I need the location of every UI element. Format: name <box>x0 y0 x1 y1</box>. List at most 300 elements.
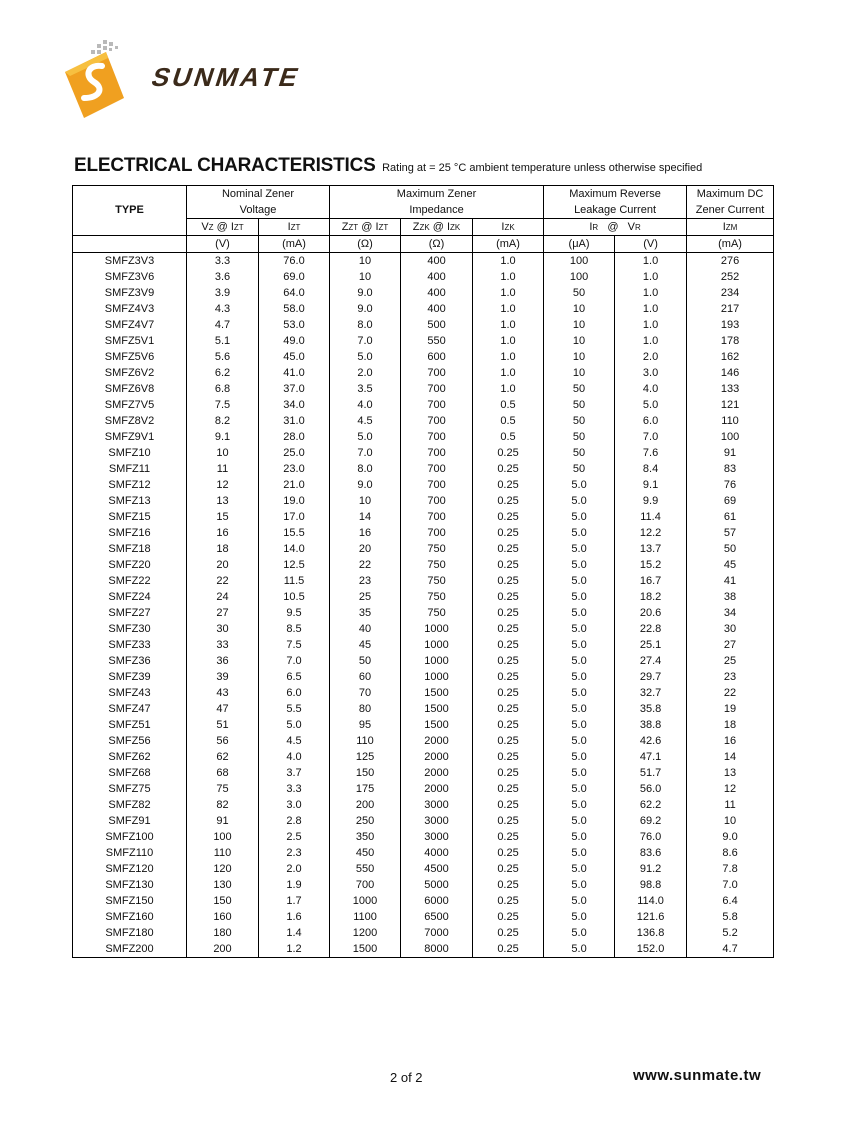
value-cell: 7.0 <box>615 429 687 445</box>
table-row <box>73 381 774 397</box>
table-row <box>73 461 774 477</box>
value-cell: 57 <box>687 525 774 541</box>
value-cell: 28.0 <box>259 429 330 445</box>
value-cell: 5.0 <box>544 589 615 605</box>
value-cell: 3000 <box>401 813 473 829</box>
type-cell: SMFZ16 <box>73 525 187 541</box>
type-cell: SMFZ27 <box>73 605 187 621</box>
value-cell: 27 <box>187 605 259 621</box>
table-row <box>73 333 774 349</box>
value-cell: 5.0 <box>259 717 330 733</box>
value-cell: 2.5 <box>259 829 330 845</box>
value-cell: 5.0 <box>544 493 615 509</box>
sym-izm: IZM <box>687 219 774 236</box>
value-cell: 27 <box>687 637 774 653</box>
value-cell: 0.25 <box>473 765 544 781</box>
value-cell: 9.0 <box>330 285 401 301</box>
value-cell: 83.6 <box>615 845 687 861</box>
value-cell: 2000 <box>401 749 473 765</box>
nominal-header-2: Voltage <box>187 202 330 219</box>
value-cell: 400 <box>401 285 473 301</box>
value-cell: 0.25 <box>473 797 544 813</box>
value-cell: 70 <box>330 685 401 701</box>
unit-cell: (Ω) <box>330 236 401 253</box>
type-cell: SMFZ82 <box>73 797 187 813</box>
table-row <box>73 365 774 381</box>
dc-current-header-2: Zener Current <box>687 202 774 219</box>
value-cell: 23 <box>687 669 774 685</box>
value-cell: 250 <box>330 813 401 829</box>
value-cell: 5.0 <box>544 781 615 797</box>
value-cell: 1200 <box>330 925 401 941</box>
value-cell: 7.5 <box>259 637 330 653</box>
value-cell: 20.6 <box>615 605 687 621</box>
value-cell: 9.5 <box>259 605 330 621</box>
value-cell: 69.2 <box>615 813 687 829</box>
value-cell: 35.8 <box>615 701 687 717</box>
value-cell: 700 <box>401 525 473 541</box>
value-cell: 18 <box>687 717 774 733</box>
table-row <box>73 349 774 365</box>
value-cell: 50 <box>544 397 615 413</box>
value-cell: 110 <box>687 413 774 429</box>
value-cell: 36 <box>187 653 259 669</box>
value-cell: 700 <box>401 429 473 445</box>
type-cell: SMFZ91 <box>73 813 187 829</box>
value-cell: 8.6 <box>687 845 774 861</box>
table-row <box>73 621 774 637</box>
value-cell: 4.0 <box>615 381 687 397</box>
value-cell: 9.1 <box>187 429 259 445</box>
value-cell: 76 <box>687 477 774 493</box>
unit-cell: (V) <box>187 236 259 253</box>
value-cell: 2.3 <box>259 845 330 861</box>
table-row <box>73 589 774 605</box>
value-cell: 98.8 <box>615 877 687 893</box>
value-cell: 47.1 <box>615 749 687 765</box>
value-cell: 700 <box>330 877 401 893</box>
value-cell: 700 <box>401 397 473 413</box>
value-cell: 700 <box>401 413 473 429</box>
value-cell: 9.1 <box>615 477 687 493</box>
value-cell: 8.4 <box>615 461 687 477</box>
value-cell: 41 <box>687 573 774 589</box>
sym-zzt: ZZT @ IZT <box>330 219 401 236</box>
value-cell: 75 <box>187 781 259 797</box>
value-cell: 146 <box>687 365 774 381</box>
value-cell: 0.25 <box>473 557 544 573</box>
value-cell: 18.2 <box>615 589 687 605</box>
value-cell: 31.0 <box>259 413 330 429</box>
sym-izt: IZT <box>259 219 330 236</box>
type-cell: SMFZ10 <box>73 445 187 461</box>
value-cell: 17.0 <box>259 509 330 525</box>
value-cell: 50 <box>544 285 615 301</box>
table-row <box>73 317 774 333</box>
value-cell: 39 <box>187 669 259 685</box>
value-cell: 24 <box>187 589 259 605</box>
value-cell: 5.0 <box>544 525 615 541</box>
type-cell: SMFZ12 <box>73 477 187 493</box>
value-cell: 15.2 <box>615 557 687 573</box>
value-cell: 1.0 <box>473 301 544 317</box>
value-cell: 3.0 <box>259 797 330 813</box>
value-cell: 7.0 <box>687 877 774 893</box>
value-cell: 6.8 <box>187 381 259 397</box>
value-cell: 150 <box>187 893 259 909</box>
value-cell: 5.0 <box>544 653 615 669</box>
value-cell: 5.0 <box>544 797 615 813</box>
title-line <box>74 155 702 177</box>
value-cell: 4.0 <box>330 397 401 413</box>
value-cell: 2.0 <box>259 861 330 877</box>
value-cell: 1.0 <box>473 317 544 333</box>
value-cell: 175 <box>330 781 401 797</box>
value-cell: 15 <box>187 509 259 525</box>
type-cell: SMFZ30 <box>73 621 187 637</box>
value-cell: 0.25 <box>473 445 544 461</box>
value-cell: 91.2 <box>615 861 687 877</box>
value-cell: 23 <box>330 573 401 589</box>
value-cell: 150 <box>330 765 401 781</box>
value-cell: 10 <box>544 365 615 381</box>
table-row <box>73 909 774 925</box>
value-cell: 12.2 <box>615 525 687 541</box>
value-cell: 56.0 <box>615 781 687 797</box>
value-cell: 5.0 <box>544 637 615 653</box>
value-cell: 700 <box>401 509 473 525</box>
value-cell: 1.0 <box>615 317 687 333</box>
value-cell: 550 <box>330 861 401 877</box>
value-cell: 3.3 <box>259 781 330 797</box>
value-cell: 700 <box>401 461 473 477</box>
value-cell: 0.25 <box>473 781 544 797</box>
value-cell: 2000 <box>401 781 473 797</box>
value-cell: 1000 <box>401 621 473 637</box>
value-cell: 45 <box>687 557 774 573</box>
type-cell: SMFZ200 <box>73 941 187 958</box>
value-cell: 10 <box>187 445 259 461</box>
value-cell: 58.0 <box>259 301 330 317</box>
value-cell: 10 <box>687 813 774 829</box>
table-row <box>73 541 774 557</box>
type-cell: SMFZ47 <box>73 701 187 717</box>
value-cell: 1.0 <box>473 365 544 381</box>
type-cell: SMFZ18 <box>73 541 187 557</box>
type-cell: SMFZ6V8 <box>73 381 187 397</box>
value-cell: 5.0 <box>544 909 615 925</box>
value-cell: 38.8 <box>615 717 687 733</box>
type-cell: SMFZ130 <box>73 877 187 893</box>
type-cell: SMFZ39 <box>73 669 187 685</box>
value-cell: 10.5 <box>259 589 330 605</box>
table-row <box>73 653 774 669</box>
value-cell: 25.0 <box>259 445 330 461</box>
value-cell: 1500 <box>330 941 401 958</box>
value-cell: 5.0 <box>544 477 615 493</box>
type-cell: SMFZ62 <box>73 749 187 765</box>
value-cell: 64.0 <box>259 285 330 301</box>
value-cell: 200 <box>330 797 401 813</box>
type-cell: SMFZ9V1 <box>73 429 187 445</box>
value-cell: 750 <box>401 605 473 621</box>
value-cell: 1000 <box>401 653 473 669</box>
table-body <box>73 253 774 958</box>
value-cell: 136.8 <box>615 925 687 941</box>
value-cell: 217 <box>687 301 774 317</box>
value-cell: 100 <box>544 269 615 285</box>
unit-cell: (V) <box>615 236 687 253</box>
type-cell: SMFZ51 <box>73 717 187 733</box>
value-cell: 42.6 <box>615 733 687 749</box>
value-cell: 13.7 <box>615 541 687 557</box>
type-cell: SMFZ110 <box>73 845 187 861</box>
value-cell: 5.0 <box>544 573 615 589</box>
value-cell: 8.5 <box>259 621 330 637</box>
value-cell: 5.0 <box>544 813 615 829</box>
value-cell: 37.0 <box>259 381 330 397</box>
value-cell: 6500 <box>401 909 473 925</box>
table-row <box>73 413 774 429</box>
value-cell: 8.0 <box>330 461 401 477</box>
value-cell: 0.25 <box>473 861 544 877</box>
value-cell: 29.7 <box>615 669 687 685</box>
value-cell: 47 <box>187 701 259 717</box>
value-cell: 0.25 <box>473 605 544 621</box>
value-cell: 0.25 <box>473 909 544 925</box>
sunmate-logo <box>62 36 330 122</box>
value-cell: 1500 <box>401 685 473 701</box>
value-cell: 700 <box>401 493 473 509</box>
leakage-header-2: Leakage Current <box>544 202 687 219</box>
value-cell: 69 <box>687 493 774 509</box>
value-cell: 22.8 <box>615 621 687 637</box>
table-row <box>73 429 774 445</box>
value-cell: 5.8 <box>687 909 774 925</box>
value-cell: 25 <box>330 589 401 605</box>
value-cell: 38 <box>687 589 774 605</box>
unit-cell: (μA) <box>544 236 615 253</box>
value-cell: 178 <box>687 333 774 349</box>
value-cell: 61 <box>687 509 774 525</box>
value-cell: 6.4 <box>687 893 774 909</box>
value-cell: 10 <box>544 333 615 349</box>
value-cell: 0.25 <box>473 653 544 669</box>
value-cell: 350 <box>330 829 401 845</box>
value-cell: 7.8 <box>687 861 774 877</box>
value-cell: 30 <box>187 621 259 637</box>
value-cell: 2000 <box>401 733 473 749</box>
table-row <box>73 813 774 829</box>
website-link[interactable]: www.sunmate.tw <box>633 1067 762 1084</box>
value-cell: 11.5 <box>259 573 330 589</box>
type-cell: SMFZ3V6 <box>73 269 187 285</box>
unit-cell: (mA) <box>473 236 544 253</box>
svg-text:SUNMATE: SUNMATE <box>147 62 305 92</box>
table-row <box>73 925 774 941</box>
type-cell: SMFZ56 <box>73 733 187 749</box>
value-cell: 160 <box>187 909 259 925</box>
value-cell: 9.9 <box>615 493 687 509</box>
value-cell: 91 <box>687 445 774 461</box>
type-cell: SMFZ13 <box>73 493 187 509</box>
value-cell: 0.25 <box>473 525 544 541</box>
value-cell: 60 <box>330 669 401 685</box>
sym-ir-vr: IR @ VR <box>544 219 687 236</box>
value-cell: 50 <box>544 429 615 445</box>
type-cell: SMFZ3V3 <box>73 253 187 270</box>
value-cell: 50 <box>330 653 401 669</box>
sym-vz: VZ @ IZT <box>187 219 259 236</box>
value-cell: 110 <box>330 733 401 749</box>
table-row <box>73 637 774 653</box>
value-cell: 8.0 <box>330 317 401 333</box>
value-cell: 1.7 <box>259 893 330 909</box>
table-row <box>73 829 774 845</box>
value-cell: 750 <box>401 557 473 573</box>
value-cell: 0.25 <box>473 685 544 701</box>
value-cell: 5.0 <box>544 733 615 749</box>
table-row <box>73 493 774 509</box>
unit-blank <box>73 236 187 253</box>
value-cell: 0.25 <box>473 925 544 941</box>
value-cell: 5.0 <box>544 861 615 877</box>
type-cell: SMFZ43 <box>73 685 187 701</box>
value-cell: 121.6 <box>615 909 687 925</box>
dc-current-header-1: Maximum DC <box>687 186 774 203</box>
value-cell: 5.0 <box>544 941 615 958</box>
value-cell: 1000 <box>401 637 473 653</box>
table-row <box>73 861 774 877</box>
value-cell: 2.0 <box>330 365 401 381</box>
value-cell: 1.0 <box>473 349 544 365</box>
value-cell: 750 <box>401 589 473 605</box>
value-cell: 750 <box>401 573 473 589</box>
value-cell: 0.25 <box>473 509 544 525</box>
value-cell: 82 <box>187 797 259 813</box>
table-row <box>73 797 774 813</box>
type-cell: SMFZ8V2 <box>73 413 187 429</box>
type-cell: SMFZ3V9 <box>73 285 187 301</box>
value-cell: 1.0 <box>473 253 544 270</box>
table-row <box>73 573 774 589</box>
value-cell: 3.3 <box>187 253 259 270</box>
type-cell: SMFZ24 <box>73 589 187 605</box>
value-cell: 27.4 <box>615 653 687 669</box>
table-row <box>73 845 774 861</box>
value-cell: 45.0 <box>259 349 330 365</box>
value-cell: 700 <box>401 365 473 381</box>
value-cell: 5.0 <box>544 557 615 573</box>
type-cell: SMFZ120 <box>73 861 187 877</box>
value-cell: 4.0 <box>259 749 330 765</box>
value-cell: 12 <box>187 477 259 493</box>
value-cell: 6.0 <box>259 685 330 701</box>
value-cell: 5000 <box>401 877 473 893</box>
type-cell: SMFZ11 <box>73 461 187 477</box>
value-cell: 7000 <box>401 925 473 941</box>
value-cell: 400 <box>401 301 473 317</box>
value-cell: 41.0 <box>259 365 330 381</box>
type-cell: SMFZ22 <box>73 573 187 589</box>
value-cell: 1000 <box>401 669 473 685</box>
value-cell: 0.5 <box>473 429 544 445</box>
value-cell: 19 <box>687 701 774 717</box>
value-cell: 5.0 <box>544 749 615 765</box>
value-cell: 400 <box>401 269 473 285</box>
value-cell: 500 <box>401 317 473 333</box>
value-cell: 200 <box>187 941 259 958</box>
value-cell: 53.0 <box>259 317 330 333</box>
value-cell: 3.5 <box>330 381 401 397</box>
value-cell: 700 <box>401 445 473 461</box>
table-row <box>73 509 774 525</box>
value-cell: 34.0 <box>259 397 330 413</box>
value-cell: 1.0 <box>615 333 687 349</box>
value-cell: 50 <box>687 541 774 557</box>
value-cell: 10 <box>330 269 401 285</box>
value-cell: 4.3 <box>187 301 259 317</box>
value-cell: 700 <box>401 381 473 397</box>
value-cell: 180 <box>187 925 259 941</box>
value-cell: 5.0 <box>544 669 615 685</box>
impedance-header-2: Impedance <box>330 202 544 219</box>
value-cell: 51 <box>187 717 259 733</box>
value-cell: 8.2 <box>187 413 259 429</box>
value-cell: 50 <box>544 461 615 477</box>
value-cell: 69.0 <box>259 269 330 285</box>
value-cell: 5.0 <box>544 829 615 845</box>
value-cell: 1.6 <box>259 909 330 925</box>
value-cell: 10 <box>330 493 401 509</box>
table-row <box>73 877 774 893</box>
type-cell: SMFZ36 <box>73 653 187 669</box>
table-row <box>73 893 774 909</box>
page-number: 2 of 2 <box>390 1070 423 1085</box>
value-cell: 1500 <box>401 717 473 733</box>
value-cell: 0.25 <box>473 573 544 589</box>
table-row <box>73 941 774 958</box>
value-cell: 10 <box>544 349 615 365</box>
unit-cell: (mA) <box>687 236 774 253</box>
value-cell: 16.7 <box>615 573 687 589</box>
value-cell: 5.0 <box>544 893 615 909</box>
table-row <box>73 301 774 317</box>
value-cell: 450 <box>330 845 401 861</box>
table-row <box>73 397 774 413</box>
value-cell: 1.0 <box>473 269 544 285</box>
value-cell: 13 <box>187 493 259 509</box>
value-cell: 0.25 <box>473 461 544 477</box>
value-cell: 110 <box>187 845 259 861</box>
value-cell: 62.2 <box>615 797 687 813</box>
value-cell: 5.5 <box>259 701 330 717</box>
value-cell: 7.5 <box>187 397 259 413</box>
value-cell: 0.25 <box>473 893 544 909</box>
table-row <box>73 557 774 573</box>
value-cell: 68 <box>187 765 259 781</box>
value-cell: 22 <box>330 557 401 573</box>
value-cell: 0.25 <box>473 477 544 493</box>
value-cell: 1.0 <box>473 333 544 349</box>
type-cell: SMFZ150 <box>73 893 187 909</box>
page-title: ELECTRICAL CHARACTERISTICS <box>74 155 376 176</box>
value-cell: 100 <box>544 253 615 270</box>
value-cell: 0.25 <box>473 845 544 861</box>
value-cell: 10 <box>544 317 615 333</box>
value-cell: 5.6 <box>187 349 259 365</box>
table-row <box>73 477 774 493</box>
